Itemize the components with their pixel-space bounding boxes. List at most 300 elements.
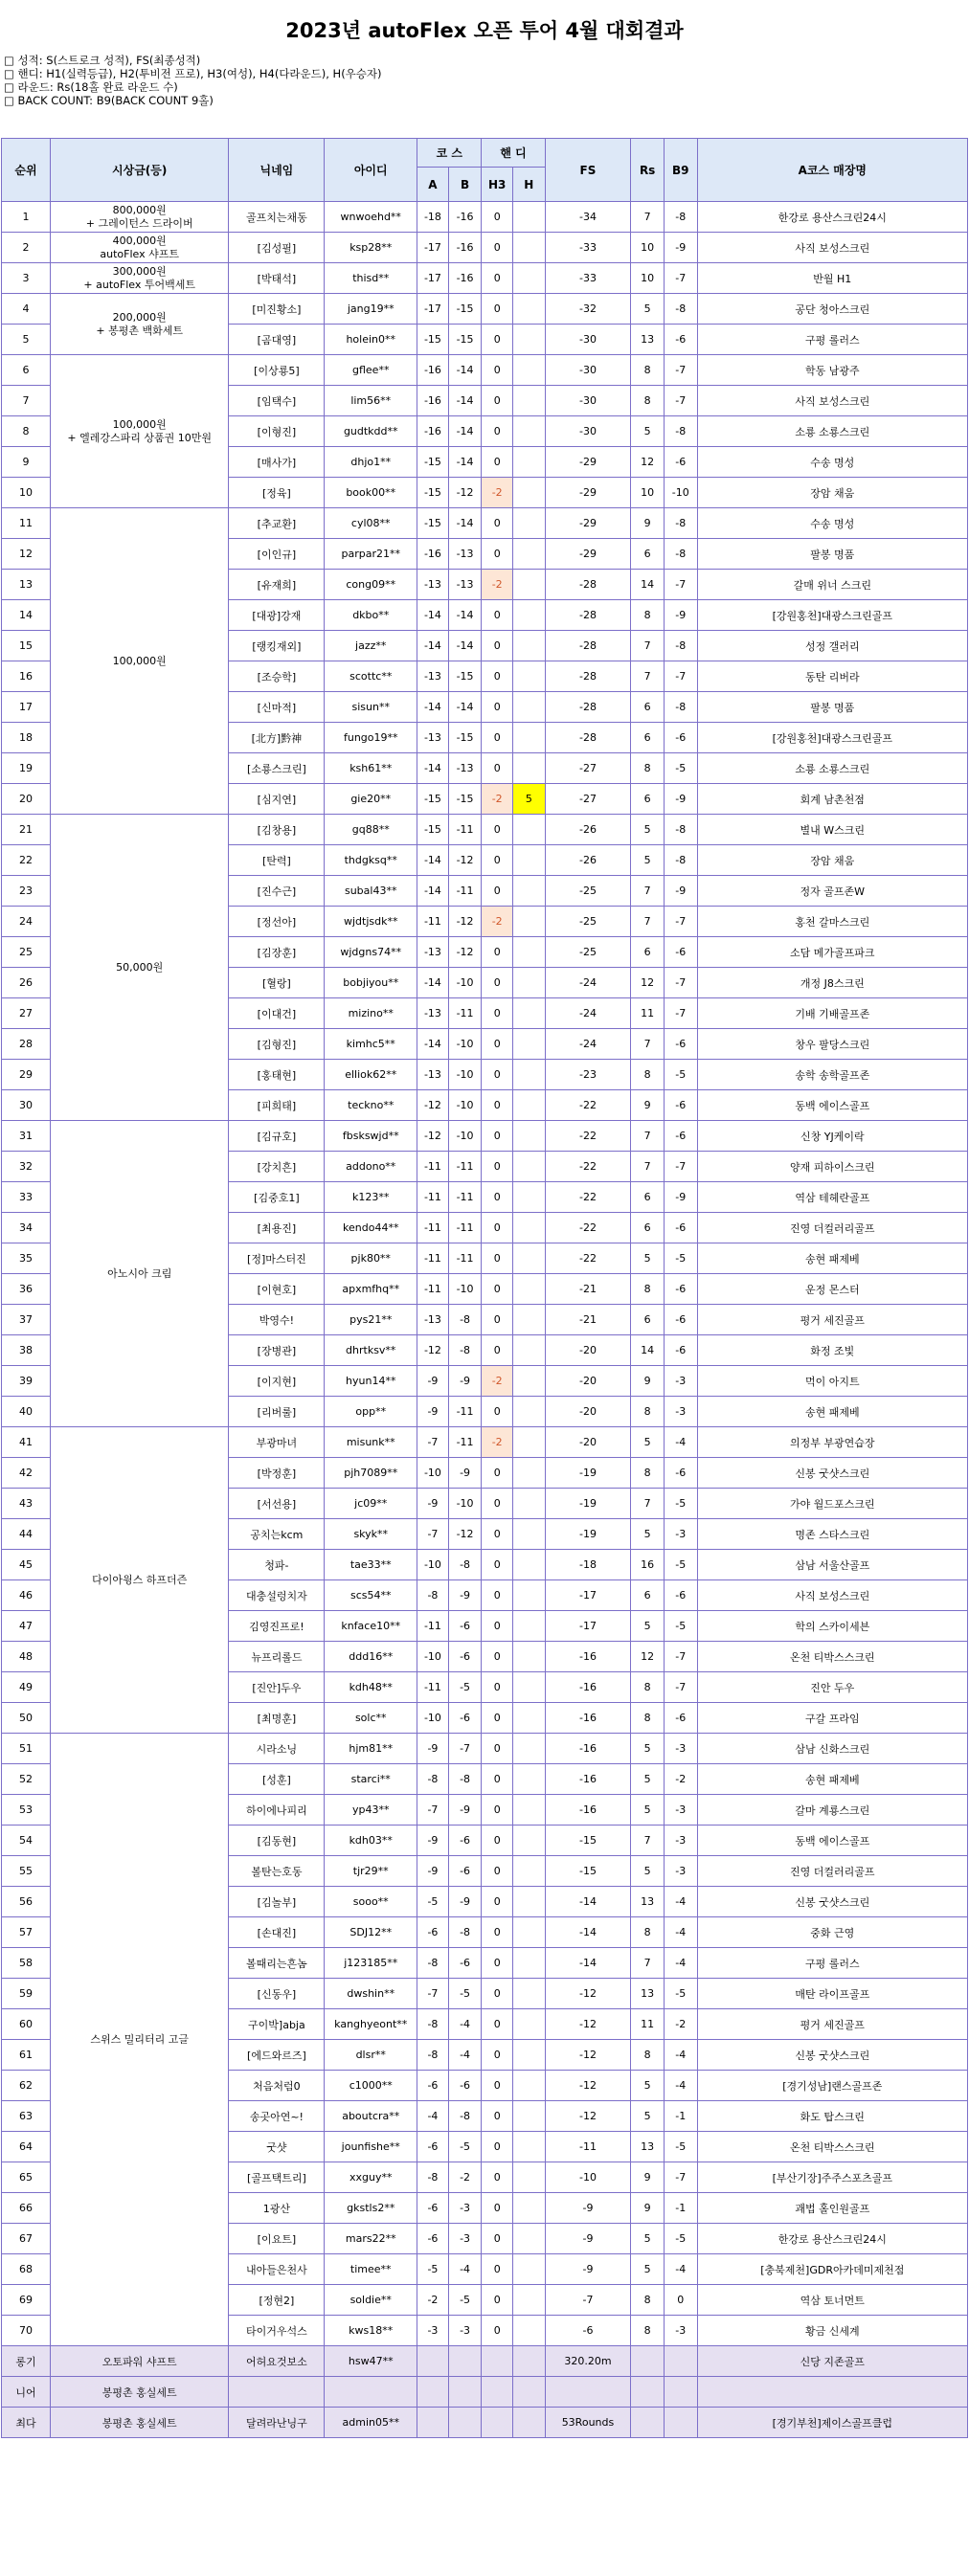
h-cell (513, 1060, 546, 1090)
header-a: A (417, 168, 449, 202)
fs-cell: -28 (545, 631, 631, 661)
venue-cell: 한강로 용산스크린24시 (697, 202, 967, 233)
award-empty-cell (513, 2377, 546, 2408)
h3-cell: 0 (482, 2162, 513, 2193)
venue-cell: 온천 티박스스크린 (697, 2132, 967, 2162)
fs-cell: -16 (545, 1703, 631, 1734)
fs-cell: -24 (545, 1029, 631, 1060)
score-a-cell: -9 (417, 1856, 449, 1887)
fs-cell: -24 (545, 968, 631, 998)
rank-cell: 22 (2, 845, 51, 876)
score-a-cell: -10 (417, 1458, 449, 1489)
award-label-cell: 롱기 (2, 2346, 51, 2377)
h-cell (513, 600, 546, 631)
b9-cell: -7 (664, 386, 697, 416)
venue-cell: 송현 패제베 (697, 1764, 967, 1795)
fs-cell: -12 (545, 2101, 631, 2132)
venue-cell: 사직 보성스크린 (697, 386, 967, 416)
fs-cell: -16 (545, 1764, 631, 1795)
score-b-cell: -4 (448, 2254, 482, 2285)
userid-cell: apxmfhq** (325, 1274, 417, 1305)
score-b-cell: -10 (448, 1029, 482, 1060)
rs-cell: 5 (631, 1795, 665, 1826)
score-a-cell: -8 (417, 2040, 449, 2071)
rank-cell: 62 (2, 2071, 51, 2101)
venue-cell: 한강로 용산스크린24시 (697, 2224, 967, 2254)
b9-cell: -5 (664, 2132, 697, 2162)
award-empty-cell (482, 2346, 513, 2377)
venue-cell: 별내 W스크린 (697, 815, 967, 845)
rs-cell: 13 (631, 2132, 665, 2162)
score-b-cell: -2 (448, 2162, 482, 2193)
score-b-cell: -6 (448, 1611, 482, 1642)
nickname-cell: 1광산 (229, 2193, 325, 2224)
h3-cell: 0 (482, 1397, 513, 1427)
h-cell (513, 1826, 546, 1856)
h-cell (513, 1948, 546, 1979)
nickname-cell: [최명훈] (229, 1703, 325, 1734)
score-a-cell: -10 (417, 1703, 449, 1734)
userid-cell: gudtkdd** (325, 416, 417, 447)
fs-cell: -28 (545, 692, 631, 723)
venue-cell: 회계 남촌천점 (697, 784, 967, 815)
nickname-cell: 처음처럼0 (229, 2071, 325, 2101)
header-venue: A코스 매장명 (697, 139, 967, 202)
rank-cell: 20 (2, 784, 51, 815)
score-a-cell: -13 (417, 723, 449, 753)
nickname-cell: [박정훈] (229, 1458, 325, 1489)
nickname-cell: 청파- (229, 1550, 325, 1580)
h-cell (513, 998, 546, 1029)
userid-cell: addono** (325, 1152, 417, 1182)
rs-cell: 8 (631, 753, 665, 784)
score-a-cell: -14 (417, 1029, 449, 1060)
rank-cell: 67 (2, 2224, 51, 2254)
venue-cell: 평거 세진골프 (697, 1305, 967, 1335)
score-a-cell: -14 (417, 753, 449, 784)
rank-cell: 35 (2, 1243, 51, 1274)
rank-cell: 37 (2, 1305, 51, 1335)
score-a-cell: -13 (417, 661, 449, 692)
userid-cell: opp** (325, 1397, 417, 1427)
award-record-cell (545, 2377, 631, 2408)
b9-cell: -1 (664, 2101, 697, 2132)
b9-cell: -4 (664, 2254, 697, 2285)
b9-cell: -4 (664, 1917, 697, 1948)
rank-cell: 47 (2, 1611, 51, 1642)
nickname-cell: [장병관] (229, 1335, 325, 1366)
nickname-cell: [임택수] (229, 386, 325, 416)
fs-cell: -17 (545, 1611, 631, 1642)
h-cell (513, 1458, 546, 1489)
score-a-cell: -2 (417, 2285, 449, 2316)
legend-line: □ 라운드: Rs(18홀 완료 라운드 수) (4, 80, 178, 94)
h-cell (513, 631, 546, 661)
fs-cell: -22 (545, 1213, 631, 1243)
table-row (2, 294, 968, 325)
b9-cell: -6 (664, 937, 697, 968)
userid-cell: parpar21** (325, 539, 417, 570)
rank-cell: 55 (2, 1856, 51, 1887)
nickname-cell: [김규호] (229, 1121, 325, 1152)
venue-cell: 소룡 소룡스크린 (697, 753, 967, 784)
rs-cell: 8 (631, 600, 665, 631)
legend-line: □ BACK COUNT: B9(BACK COUNT 9홀) (4, 94, 214, 107)
rs-cell: 8 (631, 355, 665, 386)
h3-cell: 0 (482, 294, 513, 325)
h3-cell: -2 (482, 1427, 513, 1458)
venue-cell: 신창 YJ케이락 (697, 1121, 967, 1152)
prize-cell: 800,000원 + 그레이턴스 드라이버 (50, 202, 229, 233)
rank-cell: 1 (2, 202, 51, 233)
h-cell (513, 2132, 546, 2162)
score-b-cell: -7 (448, 1734, 482, 1764)
award-nickname-cell: 달려라난닝구 (229, 2408, 325, 2438)
rs-cell: 12 (631, 447, 665, 478)
venue-cell: 사직 보성스크린 (697, 233, 967, 263)
b9-cell: -7 (664, 2162, 697, 2193)
h3-cell: 0 (482, 1550, 513, 1580)
h3-cell: 0 (482, 1703, 513, 1734)
h-cell (513, 1029, 546, 1060)
h3-cell: 0 (482, 539, 513, 570)
nickname-cell: 박영수! (229, 1305, 325, 1335)
venue-cell: 수송 명성 (697, 508, 967, 539)
h3-cell: 0 (482, 2254, 513, 2285)
nickname-cell: [이상룡5] (229, 355, 325, 386)
score-b-cell: -12 (448, 907, 482, 937)
b9-cell: -8 (664, 845, 697, 876)
nickname-cell: [에드와르즈] (229, 2040, 325, 2071)
table-row (2, 263, 968, 294)
h-cell: 5 (513, 784, 546, 815)
rank-cell: 4 (2, 294, 51, 325)
score-a-cell: -9 (417, 1397, 449, 1427)
rank-cell: 69 (2, 2285, 51, 2316)
b9-cell: -3 (664, 1366, 697, 1397)
venue-cell: 역삼 테헤란골프 (697, 1182, 967, 1213)
h3-cell: 0 (482, 1182, 513, 1213)
h-cell (513, 723, 546, 753)
h-cell (513, 325, 546, 355)
score-a-cell: -8 (417, 1948, 449, 1979)
fs-cell: -22 (545, 1121, 631, 1152)
h-cell (513, 2040, 546, 2071)
h-cell (513, 2071, 546, 2101)
rs-cell: 7 (631, 1948, 665, 1979)
fs-cell: -26 (545, 845, 631, 876)
table-row (2, 1427, 968, 1458)
b9-cell: -6 (664, 1090, 697, 1121)
nickname-cell: [리버룰] (229, 1397, 325, 1427)
award-empty-cell (417, 2346, 449, 2377)
rs-cell: 8 (631, 1703, 665, 1734)
h-cell (513, 815, 546, 845)
h-cell (513, 1979, 546, 2009)
h3-cell: 0 (482, 2040, 513, 2071)
nickname-cell: [탄력] (229, 845, 325, 876)
userid-cell: dkbo** (325, 600, 417, 631)
nickname-cell: [강치흔] (229, 1152, 325, 1182)
h-cell (513, 753, 546, 784)
rs-cell: 7 (631, 1121, 665, 1152)
score-a-cell: -8 (417, 2162, 449, 2193)
rank-cell: 30 (2, 1090, 51, 1121)
rank-cell: 65 (2, 2162, 51, 2193)
score-b-cell: -15 (448, 294, 482, 325)
score-a-cell: -14 (417, 600, 449, 631)
score-b-cell: -8 (448, 2101, 482, 2132)
b9-cell: -7 (664, 661, 697, 692)
nickname-cell: [이인규] (229, 539, 325, 570)
rs-cell: 8 (631, 1672, 665, 1703)
fs-cell: -7 (545, 2285, 631, 2316)
rank-cell: 31 (2, 1121, 51, 1152)
userid-cell: gkstls2** (325, 2193, 417, 2224)
b9-cell: -7 (664, 968, 697, 998)
userid-cell: gq88** (325, 815, 417, 845)
nickname-cell: 골프치는채동 (229, 202, 325, 233)
h3-cell: 0 (482, 2193, 513, 2224)
h3-cell: 0 (482, 2009, 513, 2040)
h-cell (513, 1305, 546, 1335)
rank-cell: 25 (2, 937, 51, 968)
h-cell (513, 1090, 546, 1121)
h3-cell: 0 (482, 1121, 513, 1152)
score-b-cell: -15 (448, 325, 482, 355)
h-cell (513, 1550, 546, 1580)
rs-cell: 5 (631, 416, 665, 447)
score-b-cell: -6 (448, 1948, 482, 1979)
venue-cell: 의정부 부광연습장 (697, 1427, 967, 1458)
award-record-cell: 53Rounds (545, 2408, 631, 2438)
rs-cell: 8 (631, 2040, 665, 2071)
b9-cell: -5 (664, 2224, 697, 2254)
prize-cell: 50,000원 (50, 815, 229, 1121)
venue-cell: 갈마 계룡스크린 (697, 1795, 967, 1826)
userid-cell: cong09** (325, 570, 417, 600)
h3-cell: 0 (482, 1274, 513, 1305)
h-cell (513, 416, 546, 447)
award-empty-cell (482, 2377, 513, 2408)
score-b-cell: -13 (448, 570, 482, 600)
userid-cell: starci** (325, 1764, 417, 1795)
nickname-cell: [정육] (229, 478, 325, 508)
score-a-cell: -5 (417, 1887, 449, 1917)
venue-cell: 진영 더컬러리골프 (697, 1213, 967, 1243)
rank-cell: 33 (2, 1182, 51, 1213)
rs-cell: 5 (631, 1856, 665, 1887)
venue-cell: 화정 조빛 (697, 1335, 967, 1366)
venue-cell: 소룡 소룡스크린 (697, 416, 967, 447)
b9-cell: -7 (664, 570, 697, 600)
fs-cell: -30 (545, 416, 631, 447)
userid-cell: mizino** (325, 998, 417, 1029)
fs-cell: -22 (545, 1152, 631, 1182)
award-nickname-cell: 어허요것보소 (229, 2346, 325, 2377)
fs-cell: -19 (545, 1519, 631, 1550)
h-cell (513, 1243, 546, 1274)
fs-cell: -32 (545, 294, 631, 325)
award-nickname-cell (229, 2377, 325, 2408)
b9-cell: -8 (664, 508, 697, 539)
userid-cell: scs54** (325, 1580, 417, 1611)
rs-cell: 9 (631, 1090, 665, 1121)
userid-cell: kanghyeont** (325, 2009, 417, 2040)
score-b-cell: -6 (448, 1826, 482, 1856)
rs-cell: 9 (631, 2162, 665, 2193)
score-b-cell: -14 (448, 447, 482, 478)
h-cell (513, 1152, 546, 1182)
score-b-cell: -6 (448, 2071, 482, 2101)
h3-cell: 0 (482, 2101, 513, 2132)
nickname-cell: [김놀부] (229, 1887, 325, 1917)
rank-cell: 3 (2, 263, 51, 294)
userid-cell: dwshin** (325, 1979, 417, 2009)
b9-cell: -8 (664, 539, 697, 570)
score-b-cell: -11 (448, 1182, 482, 1213)
userid-cell: jounfishe** (325, 2132, 417, 2162)
score-a-cell: -12 (417, 1090, 449, 1121)
venue-cell: 명존 스타스크린 (697, 1519, 967, 1550)
h-cell (513, 386, 546, 416)
h-cell (513, 2254, 546, 2285)
b9-cell: -3 (664, 1519, 697, 1550)
score-b-cell: -14 (448, 692, 482, 723)
h3-cell: 0 (482, 968, 513, 998)
score-a-cell: -15 (417, 815, 449, 845)
venue-cell: 신봉 굿샷스크린 (697, 1887, 967, 1917)
header-rank: 순위 (2, 139, 51, 202)
userid-cell: fungo19** (325, 723, 417, 753)
score-b-cell: -15 (448, 661, 482, 692)
h3-cell: -2 (482, 1366, 513, 1397)
score-a-cell: -14 (417, 692, 449, 723)
userid-cell: ksp28** (325, 233, 417, 263)
userid-cell: bobjiyou** (325, 968, 417, 998)
b9-cell: -6 (664, 1213, 697, 1243)
rank-cell: 27 (2, 998, 51, 1029)
h-cell (513, 1734, 546, 1764)
score-a-cell: -8 (417, 1580, 449, 1611)
userid-cell: kws18** (325, 2316, 417, 2346)
nickname-cell: [김창용] (229, 815, 325, 845)
venue-cell: [강원홍천]대광스크린골프 (697, 600, 967, 631)
h-cell (513, 1856, 546, 1887)
venue-cell: [경기성남]랜스골프존 (697, 2071, 967, 2101)
b9-cell: -5 (664, 1611, 697, 1642)
score-b-cell: -11 (448, 876, 482, 907)
fs-cell: -9 (545, 2224, 631, 2254)
score-a-cell: -15 (417, 325, 449, 355)
rs-cell: 8 (631, 1917, 665, 1948)
h3-cell: 0 (482, 233, 513, 263)
rs-cell: 7 (631, 631, 665, 661)
b9-cell: -7 (664, 1152, 697, 1182)
nickname-cell: [김성필] (229, 233, 325, 263)
fs-cell: -23 (545, 1060, 631, 1090)
score-a-cell: -6 (417, 2071, 449, 2101)
h-cell (513, 1642, 546, 1672)
fs-cell: -15 (545, 1856, 631, 1887)
venue-cell: 구갈 프라임 (697, 1703, 967, 1734)
score-b-cell: -10 (448, 1489, 482, 1519)
userid-cell: kdh03** (325, 1826, 417, 1856)
score-a-cell: -16 (417, 416, 449, 447)
rs-cell: 5 (631, 1734, 665, 1764)
nickname-cell: 송곳아연~! (229, 2101, 325, 2132)
h-cell (513, 1213, 546, 1243)
prize-cell: 200,000원 + 봉평촌 백화세트 (50, 294, 229, 355)
fs-cell: -14 (545, 1948, 631, 1979)
rs-cell: 5 (631, 1611, 665, 1642)
award-userid-cell (325, 2377, 417, 2408)
nickname-cell: [서선용] (229, 1489, 325, 1519)
award-venue-cell: [경기부천]제이스골프클럽 (697, 2408, 967, 2438)
score-b-cell: -16 (448, 202, 482, 233)
rs-cell: 16 (631, 1550, 665, 1580)
score-b-cell: -4 (448, 2009, 482, 2040)
h3-cell: -2 (482, 784, 513, 815)
b9-cell: -8 (664, 815, 697, 845)
rank-cell: 11 (2, 508, 51, 539)
award-empty-cell (664, 2346, 697, 2377)
h3-cell: 0 (482, 1029, 513, 1060)
fs-cell: -12 (545, 1979, 631, 2009)
venue-cell: 장암 채움 (697, 478, 967, 508)
h-cell (513, 1764, 546, 1795)
rank-cell: 36 (2, 1274, 51, 1305)
score-a-cell: -11 (417, 1243, 449, 1274)
nickname-cell: [신마적] (229, 692, 325, 723)
fs-cell: -19 (545, 1458, 631, 1489)
score-a-cell: -8 (417, 2009, 449, 2040)
venue-cell: 장암 채움 (697, 845, 967, 876)
award-userid-cell: admin05** (325, 2408, 417, 2438)
b9-cell: -4 (664, 1948, 697, 1979)
rs-cell: 8 (631, 1274, 665, 1305)
fs-cell: -14 (545, 1917, 631, 1948)
rank-cell: 24 (2, 907, 51, 937)
h3-cell: 0 (482, 1979, 513, 2009)
userid-cell: tae33** (325, 1550, 417, 1580)
b9-cell: -6 (664, 1274, 697, 1305)
h-cell (513, 1611, 546, 1642)
rs-cell: 6 (631, 723, 665, 753)
b9-cell: -3 (664, 1734, 697, 1764)
userid-cell: dhjo1** (325, 447, 417, 478)
award-prize-cell: 오토파워 샤프트 (50, 2346, 229, 2377)
rs-cell: 8 (631, 386, 665, 416)
award-empty-cell (513, 2346, 546, 2377)
rs-cell: 5 (631, 294, 665, 325)
venue-cell: 동백 에이스골프 (697, 1826, 967, 1856)
h-cell (513, 478, 546, 508)
h3-cell: 0 (482, 1213, 513, 1243)
results-body (2, 202, 968, 2438)
fs-cell: -28 (545, 723, 631, 753)
h3-cell: -2 (482, 570, 513, 600)
venue-cell: 학동 남광주 (697, 355, 967, 386)
nickname-cell: [최용진] (229, 1213, 325, 1243)
fs-cell: -19 (545, 1489, 631, 1519)
h3-cell: 0 (482, 631, 513, 661)
score-a-cell: -10 (417, 1642, 449, 1672)
venue-cell: 진안 두우 (697, 1672, 967, 1703)
venue-cell: 홍천 갈마스크린 (697, 907, 967, 937)
nickname-cell: [이요트] (229, 2224, 325, 2254)
userid-cell: aboutcra** (325, 2101, 417, 2132)
